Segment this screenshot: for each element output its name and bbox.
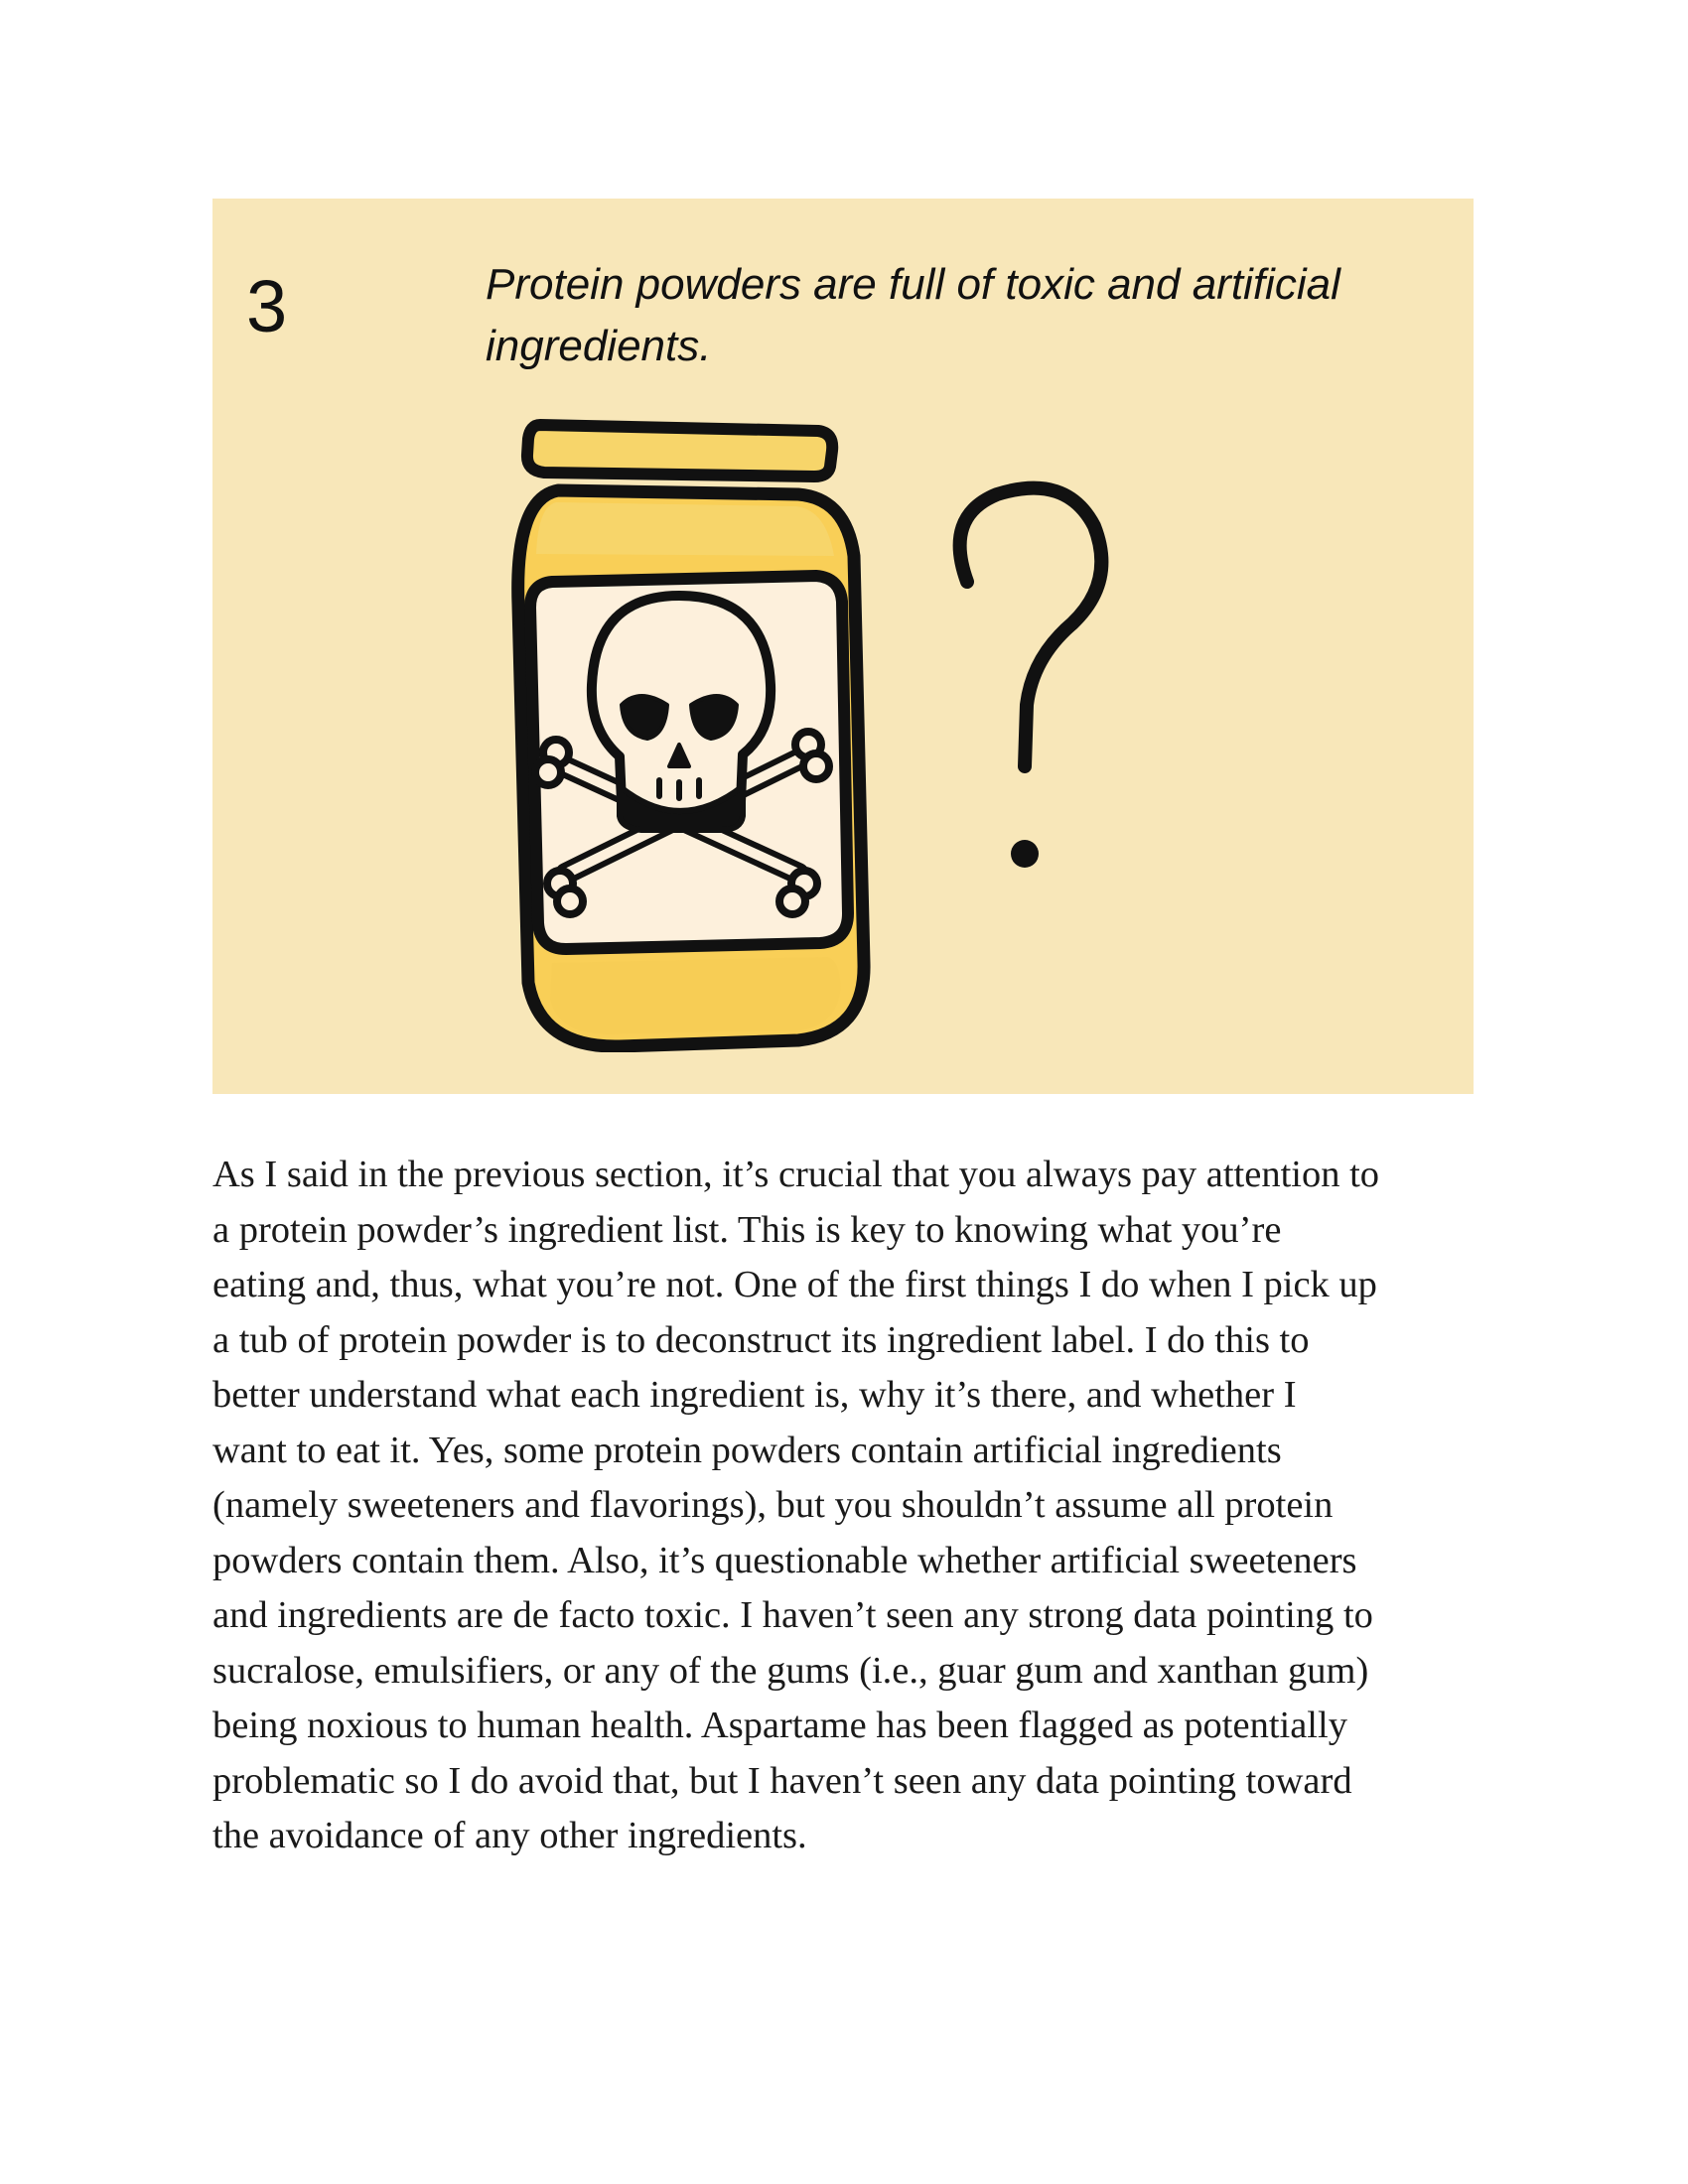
paragraph-line: sucralose, emulsifiers, or any of the gums (i.e., guar gum and xanthan gum) xyxy=(212,1649,1369,1692)
paragraph-line: the avoidance of any other ingredients. xyxy=(212,1815,807,1856)
myth-statement xyxy=(486,254,1439,377)
paragraph-line: (namely sweeteners and flavorings), but you shouldn’t assume all protein xyxy=(212,1484,1334,1526)
paragraph-line: want to eat it. Yes, some protein powders contain artificial ingredients xyxy=(212,1429,1282,1471)
myth-number: 3 xyxy=(246,265,288,347)
paragraph-line: being noxious to human health. Aspartame has been flagged as potentially xyxy=(212,1705,1347,1746)
body-paragraph xyxy=(212,1148,1493,1864)
myth-statement-line: Protein powders are full of toxic and artificial xyxy=(486,260,1340,309)
paragraph-line: a tub of protein powder is to deconstruct its ingredient label. I do this to xyxy=(212,1318,1310,1361)
paragraph-line: problematic so I do avoid that, but I haven’t seen any data pointing toward xyxy=(212,1759,1352,1802)
paragraph-line: a protein powder’s ingredient list. This is key to knowing what you’re xyxy=(212,1208,1282,1251)
paragraph-line: and ingredients are de facto toxic. I haven’t seen any strong data pointing to xyxy=(212,1594,1373,1636)
paragraph-line: powders contain them. Also, it’s questionable whether artificial sweeteners xyxy=(212,1539,1357,1581)
poison-jar-illustration xyxy=(500,407,1196,1052)
paragraph-line: better understand what each ingredient is, why it’s there, and whether I xyxy=(212,1374,1297,1416)
myth-statement-line: ingredients. xyxy=(486,322,712,370)
paragraph-line: As I said in the previous section, it’s crucial that you always pay attention to xyxy=(212,1154,1380,1195)
paragraph-line: eating and, thus, what you’re not. One of the first things I do when I pick up xyxy=(212,1264,1377,1305)
myth-callout-box xyxy=(212,199,1474,1094)
question-mark-icon xyxy=(960,488,1102,868)
